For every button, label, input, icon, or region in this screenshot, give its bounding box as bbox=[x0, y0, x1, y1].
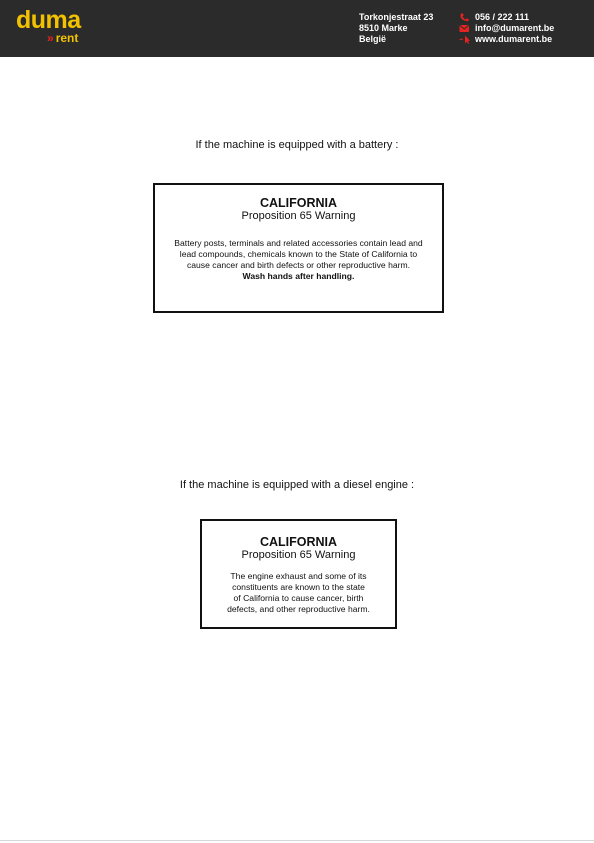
contact-info bbox=[459, 12, 554, 45]
logo-wordmark: duma bbox=[16, 6, 81, 34]
battery-text-line: Battery posts, terminals and related accessories contain lead and bbox=[174, 238, 423, 248]
diesel-intro: If the machine is equipped with a diesel engine : bbox=[179, 479, 415, 491]
contact-email-row bbox=[459, 23, 554, 34]
duma-rent-logo bbox=[16, 6, 81, 45]
diesel-warning-subtitle: Proposition 65 Warning bbox=[241, 549, 356, 561]
battery-warning-subtitle: Proposition 65 Warning bbox=[241, 210, 356, 222]
page-bottom-divider bbox=[0, 840, 594, 841]
diesel-warning-box bbox=[200, 519, 397, 629]
cursor-icon bbox=[459, 35, 470, 44]
diesel-text-line: defects, and other reproductive harm. bbox=[227, 604, 370, 614]
battery-warning-text bbox=[155, 238, 442, 282]
diesel-warning-text bbox=[202, 571, 395, 615]
address-city: 8510 Marke bbox=[359, 23, 408, 33]
envelope-icon bbox=[459, 24, 470, 33]
contact-web-row bbox=[459, 34, 554, 45]
battery-text-line: cause cancer and birth defects or other reproductive harm. bbox=[186, 260, 411, 270]
phone-icon bbox=[459, 13, 470, 22]
address-country: België bbox=[359, 34, 387, 44]
battery-warning-title: CALIFORNIA bbox=[259, 196, 338, 210]
diesel-warning-title: CALIFORNIA bbox=[259, 535, 338, 549]
diesel-text-line: constituents are known to the state bbox=[232, 582, 365, 592]
diesel-text-line: of California to cause cancer, birth bbox=[233, 593, 364, 603]
battery-text-line: lead compounds, chemicals known to the State of California to bbox=[179, 249, 418, 259]
address-street: Torkonjestraat 23 bbox=[359, 12, 434, 22]
battery-wash-hands: Wash hands after handling. bbox=[242, 271, 355, 281]
page-header bbox=[0, 0, 594, 57]
company-address bbox=[359, 12, 433, 45]
logo-rent: rent bbox=[55, 31, 79, 45]
logo-subtext bbox=[47, 32, 78, 45]
logo-arrows: » bbox=[47, 31, 54, 45]
email-link[interactable]: info@dumarent.be bbox=[475, 23, 555, 33]
battery-intro: If the machine is equipped with a battery : bbox=[195, 139, 399, 151]
website-link[interactable]: www.dumarent.be bbox=[475, 34, 553, 44]
contact-phone-row bbox=[459, 12, 554, 23]
battery-warning-box bbox=[153, 183, 444, 313]
diesel-text-line: The engine exhaust and some of its bbox=[230, 571, 367, 581]
phone-number: 056 / 222 111 bbox=[475, 12, 530, 22]
